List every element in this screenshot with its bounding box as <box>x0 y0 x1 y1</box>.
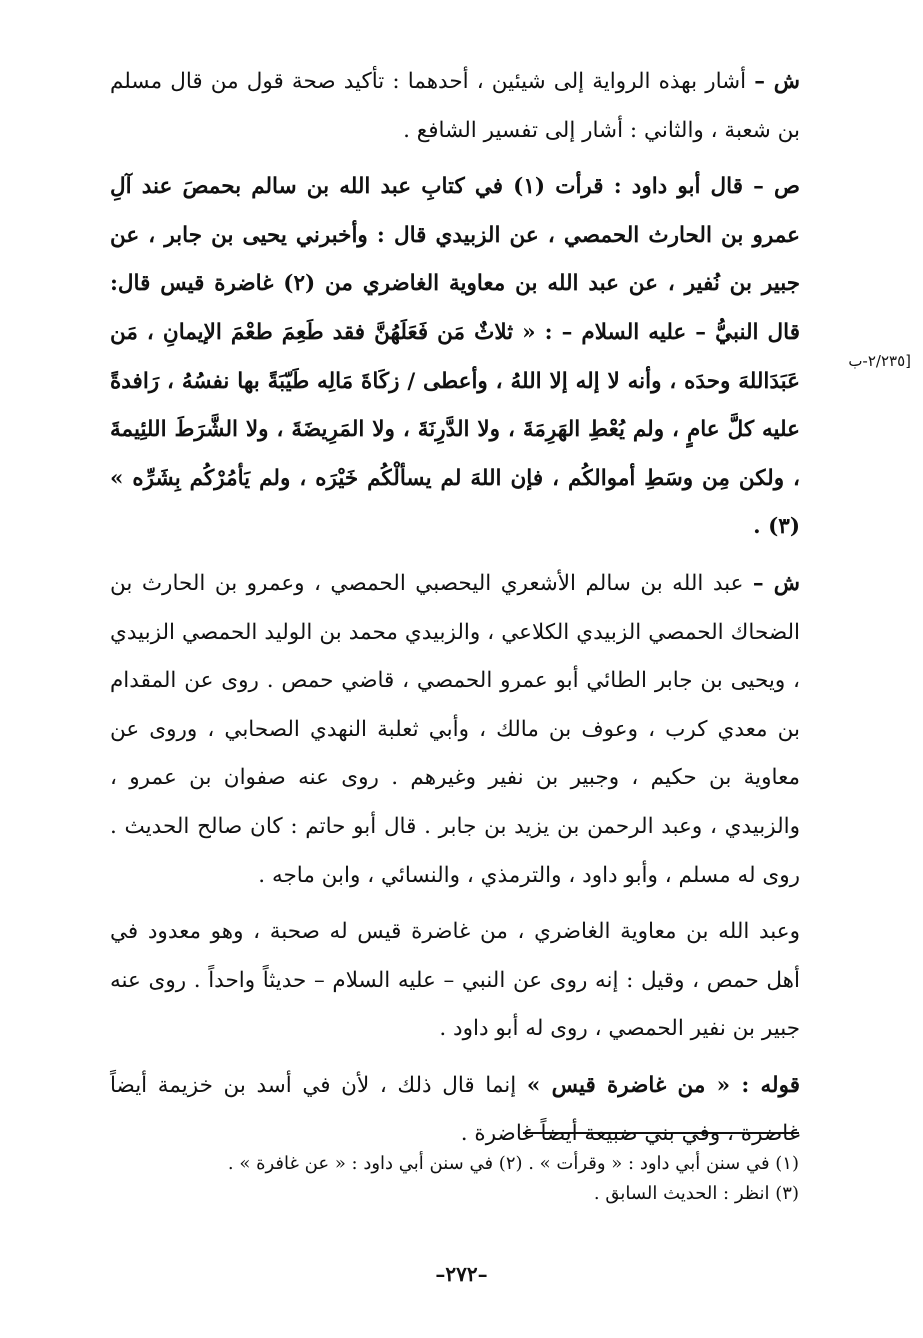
paragraph-3-text: عبد الله بن سالم الأشعري اليحصبي الحمصي ، وعمرو بن الحارث بن الضحاك الحمصي الزبيدي الكلاعي ، والزبيدي محمد بن الوليد الحمصي الزبيدي ، ويحيى بن جابر الطائي أبو عمرو الحمصي ، قاضي حمص . روى عن المقدام بن معدي كرب ، وعوف بن مالك ، وأبي ثعلبة النهدي الصحابي ، وروى عن معاوية بن حكيم ، وجبير بن نفير وغيرهم . روى عنه صفوان بن عمرو ، والزبيدي ، وعبد الرحمن بن يزيد بن جابر . قال أبو حاتم : كان صالح الحديث . روى له مسلم ، وأبو داود ، والترمذي ، والنسائي ، وابن ماجه . <box>110 570 800 888</box>
page-number: –٢٧٢– <box>435 1262 488 1286</box>
footnote-divider <box>523 1132 799 1134</box>
paragraph-5-text: إنما قال ذلك ، لأن في أسد بن خزيمة أيضاً غاضرة ، وفي بني ضبيعة أيضاً غاضرة . <box>110 1072 800 1147</box>
margin-manuscript-reference: [٢/٢٣٥-ب <box>848 352 911 370</box>
paragraph-2-hadith <box>110 163 800 552</box>
paragraph-2-text: قال أبو داود : قرأت (١) في كتابِ عبد الله بن سالم بحمصَ عند آلِ عمرو بن الحارث الحمصي ، عن الزبيدي قال : وأخبرني يحيى بن جابر ، عن جبير بن نُفير ، عن عبد الله بن معاوية الغاضري من (٢) غاضرة قيس قال: قال النبيُّ – عليه السلام – : « ثلاثٌ مَن فَعَلَهُنَّ فقد طَعِمَ طعْمَ الإيمانِ ، مَن عَبَدَاللهَ وحدَه ، وأنه لا إله إلا اللهُ ، وأعطى / زكَاةَ مَالِه طَيّبَةً بها نفسُهُ ، رَافدةً عليه كلَّ عامٍ ، ولم يُعْطِ الهَرِمَةَ ، ولا الدَّرِنَةَ ، ولا المَرِيضَةَ ، ولا الشَّرَطَ اللئِيمةَ ، ولكن مِن وسَطِ أموالكُم ، فإن اللهَ لم يسألْكُم خَيْرَه ، ولم يَأمُرْكُم بِشَرِّه » (٣) . <box>110 174 800 540</box>
paragraph-5-label: قوله : « من غاضرة قيس » <box>526 1072 800 1098</box>
paragraph-1-label: ش – <box>754 69 800 94</box>
page-body <box>110 58 800 1167</box>
footnote-line-2: (٣) انظر : الحديث السابق . <box>593 1183 799 1204</box>
paragraph-2-label: ص – <box>753 174 801 200</box>
paragraph-4 <box>110 908 800 1054</box>
footnote-line-1: (١) في سنن أبي داود : « وقرأت » . (٢) في سنن أبي داود : « عن غافرة » . <box>227 1153 799 1174</box>
paragraph-5 <box>110 1062 800 1159</box>
paragraph-3 <box>110 560 800 900</box>
paragraph-3-label: ش – <box>752 570 801 596</box>
paragraph-1 <box>110 58 800 155</box>
paragraph-1-text: أشار بهذه الرواية إلى شيئين ، أحدهما : تأكيد صحة قول من قال مسلم بن شعبة ، والثاني : أشار إلى تفسير الشافع . <box>110 69 800 143</box>
footnotes <box>119 1149 799 1209</box>
paragraph-4-text: وعبد الله بن معاوية الغاضري ، من غاضرة قيس له صحبة ، وهو معدود في أهل حمص ، وقيل : إنه روى عن النبي – عليه السلام – حديثاً واحداً . روى عنه جبير بن نفير الحمصي ، روى له أبو داود . <box>110 919 800 1042</box>
